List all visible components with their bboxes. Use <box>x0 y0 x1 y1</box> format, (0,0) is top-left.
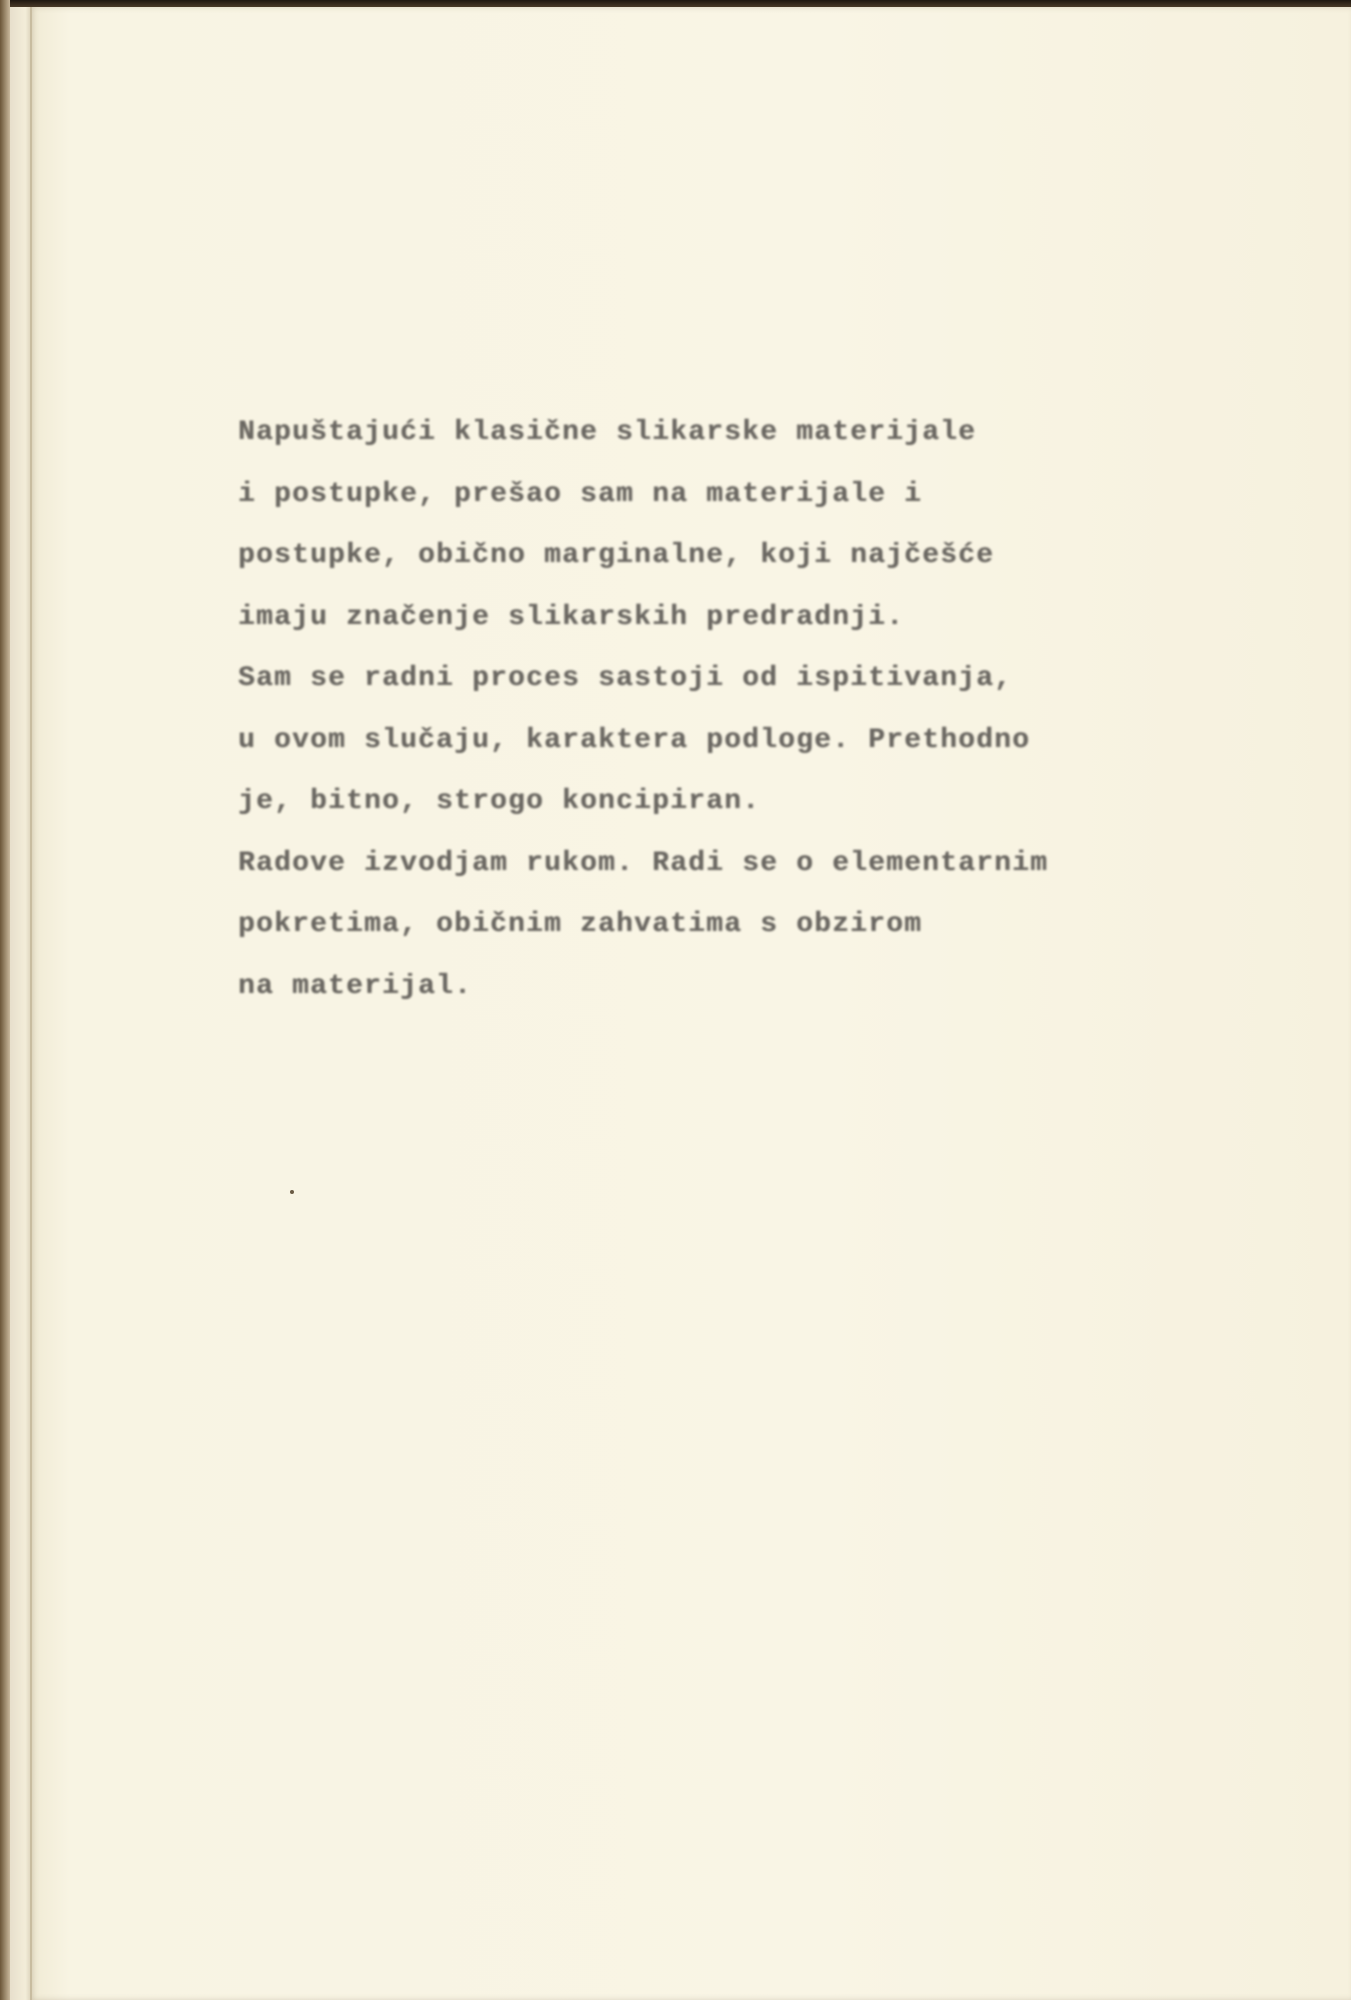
book-binding-edge <box>0 0 10 2000</box>
paper-speck <box>290 1190 294 1194</box>
text-line: pokretima, običnim zahvatima s obzirom <box>238 909 923 940</box>
typewritten-paragraph <box>238 402 1138 1017</box>
text-line: Radove izvodjam rukom. Radi se o elementarnim <box>238 847 1049 879</box>
text-line: i postupke, prešao sam na materijale i <box>238 478 923 510</box>
text-line: je, bitno, strogo koncipiran. <box>238 786 761 817</box>
text-line: Sam se radni proces sastoji od ispitivanja, <box>238 663 1013 694</box>
page-fold-line <box>30 7 32 2000</box>
underlying-sheet <box>10 7 32 2000</box>
text-line: u ovom slučaju, karaktera podloge. Prethodno <box>238 724 1031 756</box>
text-line: na materijal. <box>238 970 473 1002</box>
text-line: imaju značenje slikarskih predradnji. <box>238 601 905 633</box>
text-line: Napuštajući klasične slikarske materijale <box>238 417 977 448</box>
book-top-edge <box>0 0 1351 7</box>
text-line: postupke, obično marginalne, koji najčešće <box>238 540 995 571</box>
